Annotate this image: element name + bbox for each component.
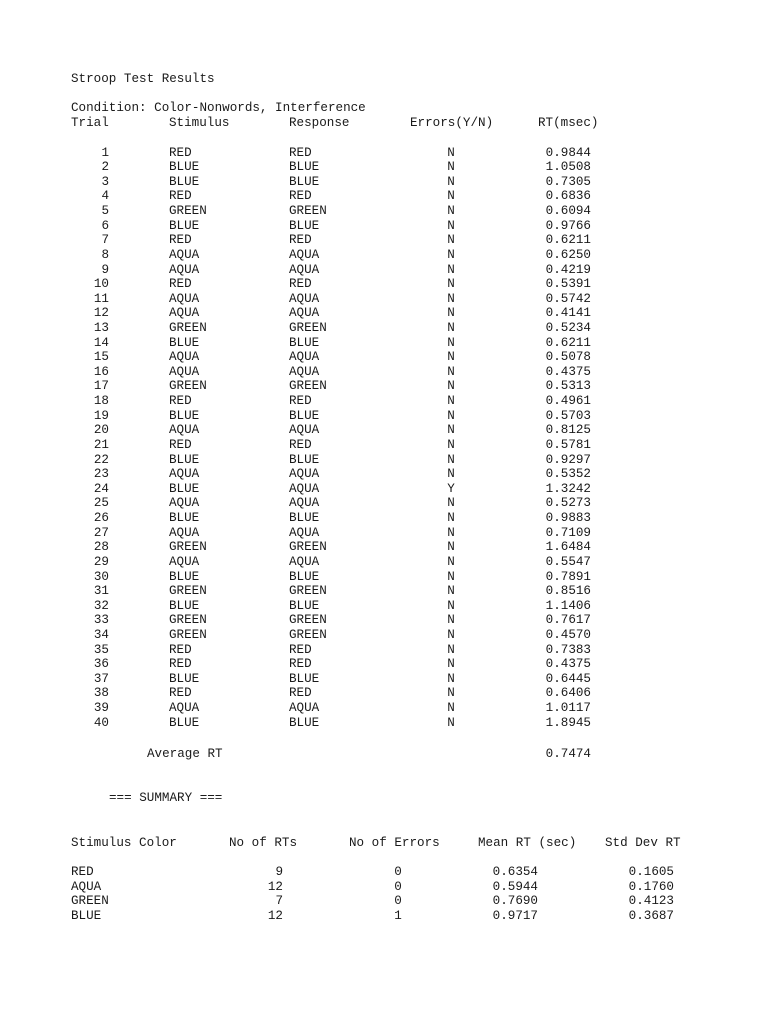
summary-col-errors: No of Errors (349, 836, 440, 850)
trial-stimulus: BLUE (169, 174, 200, 189)
trial-rt: 0.4961 (545, 394, 591, 408)
trial-stimulus: RED (169, 145, 192, 160)
trial-number: 14 (93, 335, 109, 350)
average-rt-label: Average RT (147, 747, 223, 761)
col-header-response: Response (289, 116, 350, 130)
trial-rt: 0.5352 (545, 467, 591, 482)
col-header-errors: Errors(Y/N) (410, 116, 494, 130)
trial-error: N (447, 291, 455, 306)
trial-response: GREEN (289, 320, 327, 335)
summary-rts: 9 (275, 865, 283, 879)
trial-error: N (447, 145, 455, 160)
trial-number: 2 (101, 160, 109, 175)
trial-rt: 0.8516 (545, 584, 591, 599)
trial-stimulus: GREEN (169, 540, 207, 555)
trial-number: 10 (93, 277, 109, 292)
trial-number: 19 (93, 408, 109, 423)
trial-error: N (447, 262, 455, 277)
trial-response: AQUA (289, 306, 320, 321)
trial-stimulus: RED (169, 189, 192, 204)
trial-response: AQUA (289, 701, 320, 716)
trial-error: N (447, 657, 455, 672)
trial-number: 38 (93, 686, 109, 701)
trial-stimulus: RED (169, 233, 192, 248)
trial-response: BLUE (289, 452, 320, 467)
trial-number: 27 (93, 525, 109, 540)
trial-error: N (447, 364, 455, 379)
trial-error: N (447, 628, 455, 642)
trial-response: GREEN (289, 379, 327, 394)
trial-response: BLUE (289, 160, 320, 175)
trial-stimulus: BLUE (169, 511, 200, 525)
trial-number: 31 (93, 584, 109, 599)
trial-stimulus: GREEN (169, 584, 207, 599)
trial-response: GREEN (289, 584, 327, 599)
trial-rt: 0.6211 (545, 233, 591, 248)
trial-stimulus: GREEN (169, 628, 207, 642)
trial-number: 33 (93, 613, 109, 628)
trial-rt: 0.5703 (545, 408, 591, 423)
trial-rt: 0.5313 (545, 379, 591, 394)
trial-error: N (447, 584, 455, 599)
summary-color: RED (71, 865, 94, 879)
trial-error: N (447, 277, 455, 292)
trial-error: N (447, 569, 455, 584)
trial-number: 21 (93, 437, 109, 452)
trial-response: BLUE (289, 335, 320, 350)
trial-response: AQUA (289, 496, 320, 511)
trial-stimulus: GREEN (169, 204, 207, 218)
trial-error: N (447, 467, 455, 482)
trial-rt: 0.5273 (545, 496, 591, 511)
trial-number: 29 (93, 554, 109, 569)
trial-rt: 0.7383 (545, 642, 591, 657)
trial-number: 5 (101, 204, 109, 218)
trial-error: N (447, 671, 455, 686)
trial-number: 8 (101, 247, 109, 262)
trial-stimulus: RED (169, 277, 192, 292)
trial-rt: 0.7305 (545, 174, 591, 189)
trial-rt: 1.6484 (545, 540, 591, 555)
trial-rt: 1.1406 (545, 598, 591, 613)
trial-stimulus: AQUA (169, 364, 200, 379)
trial-response: BLUE (289, 715, 320, 730)
trial-stimulus: GREEN (169, 613, 207, 628)
trial-error: N (447, 335, 455, 350)
trial-error: N (447, 701, 455, 716)
trial-error: N (447, 686, 455, 701)
trial-error: Y (447, 481, 455, 496)
trial-rt: 0.7617 (545, 613, 591, 628)
trial-error: N (447, 423, 455, 438)
trial-error: N (447, 598, 455, 613)
trial-rt: 0.6094 (545, 204, 591, 218)
trial-stimulus: BLUE (169, 160, 200, 175)
trial-rt: 1.0117 (545, 701, 591, 716)
trial-number: 35 (93, 642, 109, 657)
trial-number: 32 (93, 598, 109, 613)
col-header-stimulus: Stimulus (169, 116, 230, 130)
trial-stimulus: BLUE (169, 218, 200, 233)
trial-error: N (447, 525, 455, 540)
trial-rt: 0.9297 (545, 452, 591, 467)
summary-errors: 1 (394, 908, 402, 923)
trial-response: GREEN (289, 628, 327, 642)
trial-number: 28 (93, 540, 109, 555)
average-rt-value: 0.7474 (545, 747, 591, 761)
summary-errors: 0 (394, 879, 402, 894)
summary-std: 0.1605 (628, 865, 674, 879)
trial-stimulus: AQUA (169, 291, 200, 306)
trial-error: N (447, 189, 455, 204)
trial-number: 30 (93, 569, 109, 584)
trial-number: 11 (93, 291, 109, 306)
trial-response: RED (289, 394, 312, 408)
trial-rt: 0.9766 (545, 218, 591, 233)
trial-response: AQUA (289, 262, 320, 277)
trial-error: N (447, 613, 455, 628)
trial-rt: 1.8945 (545, 715, 591, 730)
trial-error: N (447, 350, 455, 365)
trial-response: BLUE (289, 511, 320, 525)
trial-response: AQUA (289, 291, 320, 306)
trial-rt: 0.4375 (545, 364, 591, 379)
trial-response: RED (289, 437, 312, 452)
trial-number: 34 (93, 628, 109, 642)
col-header-rt: RT(msec) (538, 116, 599, 130)
trial-response: GREEN (289, 204, 327, 218)
trial-error: N (447, 642, 455, 657)
trial-rt: 0.4375 (545, 657, 591, 672)
trial-rt: 1.3242 (545, 481, 591, 496)
trial-stimulus: BLUE (169, 481, 200, 496)
trial-response: RED (289, 145, 312, 160)
trial-rt: 0.5234 (545, 320, 591, 335)
trial-stimulus: GREEN (169, 379, 207, 394)
trial-rt: 0.5547 (545, 554, 591, 569)
trial-rt: 0.4570 (545, 628, 591, 642)
trial-response: AQUA (289, 350, 320, 365)
summary-mean: 0.7690 (492, 894, 538, 909)
trial-number: 16 (93, 364, 109, 379)
trial-error: N (447, 160, 455, 175)
trial-number: 22 (93, 452, 109, 467)
trial-rt: 0.6836 (545, 189, 591, 204)
condition-line: Condition: Color-Nonwords, Interference (71, 101, 366, 115)
trial-stimulus: BLUE (169, 335, 200, 350)
trial-stimulus: AQUA (169, 525, 200, 540)
trial-stimulus: AQUA (169, 306, 200, 321)
trial-rt: 0.7109 (545, 525, 591, 540)
trial-rt: 0.4219 (545, 262, 591, 277)
summary-errors: 0 (394, 894, 402, 909)
trial-rt: 0.5742 (545, 291, 591, 306)
trial-stimulus: BLUE (169, 452, 200, 467)
trial-error: N (447, 394, 455, 408)
summary-mean: 0.9717 (492, 908, 538, 923)
summary-col-color: Stimulus Color (71, 836, 177, 850)
summary-rts: 12 (267, 908, 283, 923)
trial-rt: 0.6406 (545, 686, 591, 701)
trial-number: 20 (93, 423, 109, 438)
trial-error: N (447, 452, 455, 467)
trial-stimulus: RED (169, 437, 192, 452)
trial-stimulus: RED (169, 657, 192, 672)
summary-rts: 12 (267, 879, 283, 894)
trial-response: BLUE (289, 671, 320, 686)
trial-stimulus: AQUA (169, 262, 200, 277)
trial-stimulus: GREEN (169, 320, 207, 335)
trial-number: 12 (93, 306, 109, 321)
trial-rt: 0.6250 (545, 247, 591, 262)
col-header-trial: Trial (71, 116, 109, 130)
trial-error: N (447, 715, 455, 730)
trial-error: N (447, 540, 455, 555)
trial-stimulus: BLUE (169, 569, 200, 584)
summary-heading: === SUMMARY === (109, 791, 223, 805)
trial-rt: 1.0508 (545, 160, 591, 175)
summary-color: GREEN (71, 894, 109, 909)
trial-response: GREEN (289, 540, 327, 555)
trial-number: 4 (101, 189, 109, 204)
trial-stimulus: RED (169, 394, 192, 408)
trial-response: BLUE (289, 598, 320, 613)
trial-number: 3 (101, 174, 109, 189)
trial-rt: 0.7891 (545, 569, 591, 584)
trial-rt: 0.5391 (545, 277, 591, 292)
trial-response: BLUE (289, 408, 320, 423)
trial-stimulus: RED (169, 642, 192, 657)
trial-number: 6 (101, 218, 109, 233)
summary-col-rts: No of RTs (229, 836, 298, 850)
trial-error: N (447, 496, 455, 511)
trial-response: AQUA (289, 525, 320, 540)
summary-col-std: Std Dev RT (605, 836, 681, 850)
trial-error: N (447, 247, 455, 262)
trial-stimulus: AQUA (169, 496, 200, 511)
trial-rt: 0.9883 (545, 511, 591, 525)
trial-rt: 0.6211 (545, 335, 591, 350)
trial-rt: 0.9844 (545, 145, 591, 160)
summary-std: 0.4123 (628, 894, 674, 909)
trial-response: RED (289, 642, 312, 657)
trial-stimulus: AQUA (169, 350, 200, 365)
trial-stimulus: BLUE (169, 715, 200, 730)
trial-response: RED (289, 657, 312, 672)
trial-error: N (447, 174, 455, 189)
summary-std: 0.3687 (628, 908, 674, 923)
trial-stimulus: BLUE (169, 671, 200, 686)
trial-response: AQUA (289, 554, 320, 569)
summary-mean: 0.5944 (492, 879, 538, 894)
summary-mean: 0.6354 (492, 865, 538, 879)
trial-response: BLUE (289, 174, 320, 189)
trial-stimulus: BLUE (169, 408, 200, 423)
trial-stimulus: AQUA (169, 467, 200, 482)
trial-error: N (447, 511, 455, 525)
trial-response: RED (289, 233, 312, 248)
trial-error: N (447, 233, 455, 248)
trial-number: 7 (101, 233, 109, 248)
trial-rt: 0.4141 (545, 306, 591, 321)
trial-stimulus: AQUA (169, 701, 200, 716)
trial-response: GREEN (289, 613, 327, 628)
trial-number: 1 (101, 145, 109, 160)
summary-std: 0.1760 (628, 879, 674, 894)
trial-response: AQUA (289, 481, 320, 496)
trial-response: BLUE (289, 569, 320, 584)
trial-response: AQUA (289, 364, 320, 379)
trial-error: N (447, 437, 455, 452)
trial-response: AQUA (289, 423, 320, 438)
trial-error: N (447, 306, 455, 321)
trial-stimulus: AQUA (169, 423, 200, 438)
trial-error: N (447, 204, 455, 218)
trial-number: 36 (93, 657, 109, 672)
trial-number: 37 (93, 671, 109, 686)
trial-number: 24 (93, 481, 109, 496)
trial-rt: 0.5078 (545, 350, 591, 365)
trial-response: RED (289, 277, 312, 292)
trial-error: N (447, 320, 455, 335)
summary-col-mean: Mean RT (sec) (478, 836, 577, 850)
trial-number: 17 (93, 379, 109, 394)
trial-rt: 0.8125 (545, 423, 591, 438)
trial-number: 15 (93, 350, 109, 365)
trial-error: N (447, 379, 455, 394)
trial-error: N (447, 554, 455, 569)
summary-rts: 7 (275, 894, 283, 909)
trial-number: 25 (93, 496, 109, 511)
trial-stimulus: AQUA (169, 554, 200, 569)
trial-response: RED (289, 189, 312, 204)
trial-response: RED (289, 686, 312, 701)
report-title: Stroop Test Results (71, 72, 215, 86)
trial-number: 13 (93, 320, 109, 335)
trial-number: 23 (93, 467, 109, 482)
trial-number: 18 (93, 394, 109, 408)
trial-number: 26 (93, 511, 109, 525)
trial-error: N (447, 408, 455, 423)
trial-response: BLUE (289, 218, 320, 233)
trial-stimulus: BLUE (169, 598, 200, 613)
trial-rt: 0.6445 (545, 671, 591, 686)
summary-color: AQUA (71, 879, 102, 894)
trial-error: N (447, 218, 455, 233)
trial-rt: 0.5781 (545, 437, 591, 452)
trial-number: 39 (93, 701, 109, 716)
trial-stimulus: RED (169, 686, 192, 701)
trial-number: 40 (93, 715, 109, 730)
summary-errors: 0 (394, 865, 402, 879)
summary-color: BLUE (71, 908, 102, 923)
trial-response: AQUA (289, 247, 320, 262)
trial-stimulus: AQUA (169, 247, 200, 262)
trial-number: 9 (101, 262, 109, 277)
trial-response: AQUA (289, 467, 320, 482)
